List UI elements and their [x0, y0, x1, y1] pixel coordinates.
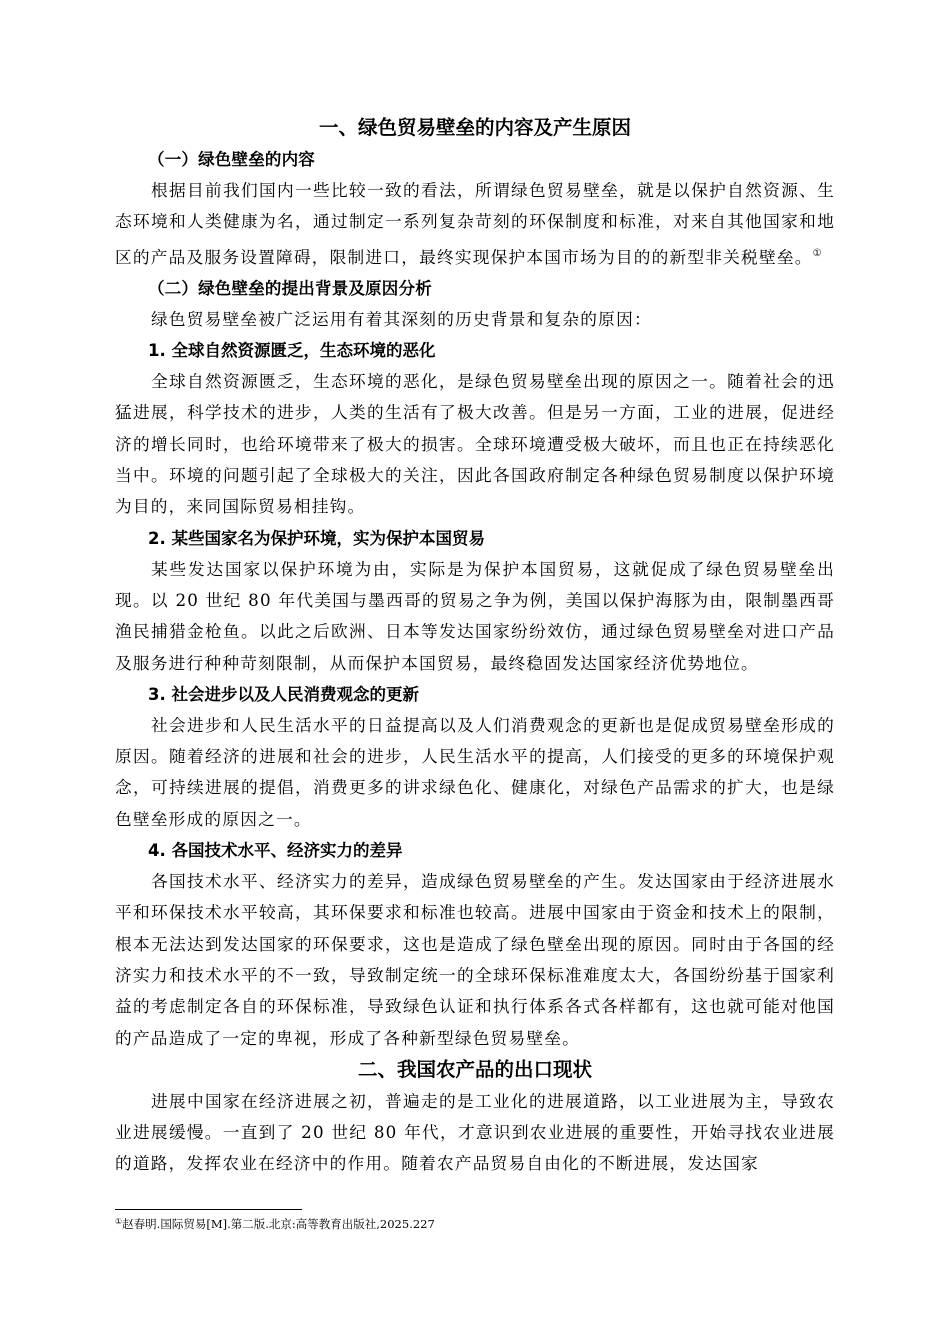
- footnote-divider: [115, 1209, 302, 1210]
- section-2-title: 二、我国农产品的出口现状: [357, 1057, 592, 1081]
- document-body: [115, 112, 835, 1180]
- paragraph-definition: [115, 175, 835, 273]
- paragraph-definition-text: 根据目前我们国内一些比较一致的看法，所谓绿色贸易壁垒，就是以保护自然资源、生态环境和人类健康为名，通过制定一系列复杂苛刻的环保制度和标准，对来自其他国家和地区的产品及服务设置障碍，限制进口，最终实现保护本国市场为目的的新型非关税壁垒。: [115, 180, 835, 267]
- subsection-2-title: （二）绿色壁垒的提出背景及原因分析: [148, 278, 432, 298]
- reason-1-paragraph: 全球自然资源匮乏，生态环境的恶化，是绿色贸易壁垒出现的原因之一。随着社会的迅猛进展，科学技术的进步，人类的生活有了极大改善。但是另一方面，工业的进展，促进经济的增长同时，也给环境带来了极大的损害。全球环境遭受极大破坏，而且也正在持续恶化当中。环境的问题引起了全球极大的关注，因此各国政府制定各种绿色贸易制度以保护环境为目的，来同国际贸易相挂钩。: [115, 371, 835, 517]
- reason-4-title: 4. 各国技术水平、经济实力的差异: [148, 841, 403, 861]
- footnote-reference[interactable]: ①: [812, 247, 822, 259]
- reason-2-title: 2. 某些国家名为保护环境，实为保护本国贸易: [148, 528, 485, 548]
- section-2-paragraph: 进展中国家在经济进展之初，普遍走的是工业化的进展道路，以工业进展为主，导致农业进展缓慢。一直到了 20 世纪 80 年代，才意识到农业进展的重要性，开始寻找农业进展的道路，发挥农业在经济中的作用。随着农产品贸易自由化的不断进展，发达国家: [115, 1090, 835, 1174]
- reason-4-paragraph: 各国技术水平、经济实力的差异，造成绿色贸易壁垒的产生。发达国家由于经济进展水平和环保技术水平较高，其环保要求和标准也较高。进展中国家由于资金和技术上的限制，根本无法达到发达国家的环保要求，这也是造成了绿色壁垒出现的原因。同时由于各国的经济实力和技术水平的不一致，导致制定统一的全球环保标准难度太大，各国纷纷基于国家利益的考虑制定各自的环保标准，导致绿色认证和执行体系各式各样都有，这也就可能对他国的产品造成了一定的卑视，形成了各种新型绿色贸易壁垒。: [115, 871, 835, 1048]
- footnote-text: 赵春明.国际贸易[M].第二版.北京:高等教育出版社,2025.227: [122, 1217, 435, 1231]
- reason-1-title: 1. 全球自然资源匮乏，生态环境的恶化: [148, 341, 436, 361]
- paragraph-intro: 绿色贸易壁垒被广泛运用有着其深刻的历史背景和复杂的原因：: [151, 308, 652, 329]
- subsection-1-title: （一）绿色壁垒的内容: [148, 150, 315, 169]
- section-1-title: 一、绿色贸易壁垒的内容及产生原因: [318, 116, 631, 139]
- footnote: [115, 1214, 435, 1232]
- reason-3-title: 3. 社会进步以及人民消费观念的更新: [148, 684, 419, 704]
- footnote-mark: ①: [115, 1217, 123, 1226]
- reason-2-paragraph: 某些发达国家以保护环境为由，实际是为保护本国贸易，这就促成了绿色贸易壁垒出现。以 20 世纪 80 年代美国与墨西哥的贸易之争为例，美国以保护海豚为由，限制墨西哥渔民捕猎金枪鱼。以此之后欧洲、日本等发达国家纷纷效仿，通过绿色贸易壁垒对进口产品及服务进行种种苛刻限制，从而保护本国贸易，最终稳固发达国家经济优势地位。: [115, 558, 835, 673]
- reason-3-paragraph: 社会进步和人民生活水平的日益提高以及人们消费观念的更新也是促成贸易壁垒形成的原因。随着经济的进展和社会的进步，人民生活水平的提高，人们接受的更多的环境保护观念，可持续进展的提倡，消费更多的讲求绿色化、健康化，对绿色产品需求的扩大，也是绿色壁垒形成的原因之一。: [115, 714, 835, 829]
